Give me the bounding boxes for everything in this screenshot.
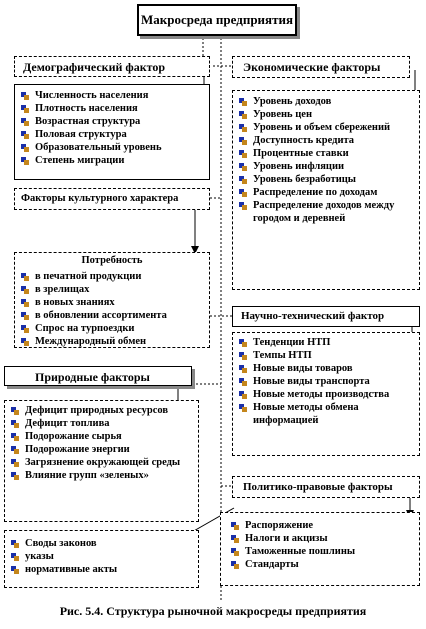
natural-list-box	[4, 400, 199, 522]
list-item: в печатной продукции	[19, 270, 205, 283]
list-item: Численность населения	[19, 89, 162, 102]
list-item: Налоги и акцизы	[229, 532, 355, 545]
list-item: Новые виды транспорта	[237, 375, 407, 388]
bullet-icon	[11, 407, 19, 415]
bullet-icon	[11, 472, 19, 480]
bullet-icon	[239, 176, 247, 184]
bullet-icon	[239, 202, 247, 210]
bullet-icon	[21, 144, 29, 152]
list-item: Подорожание энергии	[9, 443, 195, 456]
bullet-icon	[239, 111, 247, 119]
list-item: Стандарты	[229, 558, 355, 571]
figure-caption: Рис. 5.4. Структура рыночной макросреды предприятия	[59, 604, 367, 618]
bullet-icon	[21, 105, 29, 113]
bullet-icon	[21, 338, 29, 346]
list-item: указы	[9, 550, 117, 563]
list-item: Степень миграции	[19, 154, 162, 167]
economic-list-box	[232, 90, 420, 290]
list-item: Новые виды товаров	[237, 362, 407, 375]
cultural-title: Факторы культурного характера	[21, 193, 179, 204]
bullet-icon	[21, 325, 29, 333]
bullet-icon	[21, 312, 29, 320]
list-item: Уровень доходов	[237, 95, 417, 108]
list-item: Образовательный уровень	[19, 141, 162, 154]
list-item: в зрелищах	[19, 283, 205, 296]
economic-title-box	[232, 56, 410, 78]
bullet-icon	[21, 118, 29, 126]
list-item: Спрос на турпоездки	[19, 322, 205, 335]
political-title-box	[232, 476, 420, 498]
main-title-box	[137, 4, 297, 36]
list-item: Доступность кредита	[237, 134, 417, 147]
list-item: Новые методы производства	[237, 388, 407, 401]
demographic-title: Демографический фактор	[23, 60, 166, 74]
list-item: Загрязнение окружающей среды	[9, 456, 195, 469]
bullet-icon	[11, 540, 19, 548]
list-item: в обновлении ассортимента	[19, 309, 205, 322]
list-item: Плотность населения	[19, 102, 162, 115]
list-item: Тенденции НТП	[237, 336, 407, 349]
bullet-icon	[11, 459, 19, 467]
bullet-icon	[239, 150, 247, 158]
bullet-icon	[231, 548, 239, 556]
list-item: Процентные ставки	[237, 147, 417, 160]
cultural-title-box	[14, 188, 210, 210]
bullet-icon	[231, 561, 239, 569]
list-item: Влияние групп «зеленых»	[9, 469, 195, 482]
bullet-icon	[231, 535, 239, 543]
list-item: нормативные акты	[9, 563, 117, 576]
bullet-icon	[239, 137, 247, 145]
bullet-icon	[21, 92, 29, 100]
list-item: Подорожание сырья	[9, 430, 195, 443]
bullet-icon	[239, 189, 247, 197]
economic-title: Экономические факторы	[243, 60, 381, 74]
natural-title: Природные факторы	[35, 370, 150, 384]
list-item: Темпы НТП	[237, 349, 407, 362]
list-item: Распределение доходов между городом и деревней	[237, 199, 417, 225]
bullet-icon	[239, 339, 247, 347]
bullet-icon	[239, 378, 247, 386]
bullet-icon	[21, 273, 29, 281]
list-item: Международный обмен	[19, 335, 205, 348]
bullet-icon	[239, 365, 247, 373]
list-item: Распоряжение	[229, 519, 355, 532]
bullet-icon	[239, 391, 247, 399]
list-item: Новые методы обмена информацией	[237, 401, 407, 427]
list-item: Уровень и объем сбережений	[237, 121, 417, 134]
legal-docs-box	[4, 530, 199, 588]
natural-title-box	[4, 366, 192, 386]
bullet-icon	[21, 157, 29, 165]
list-item: Дефицит топлива	[9, 417, 195, 430]
cultural-list-box	[14, 252, 210, 348]
political-title: Политико-правовые факторы	[243, 481, 393, 493]
scientific-list-box	[232, 332, 420, 456]
bullet-icon	[231, 522, 239, 530]
main-title: Макросреда предприятия	[141, 12, 293, 27]
bullet-icon	[11, 566, 19, 574]
bullet-icon	[239, 163, 247, 171]
list-item: Таможенные пошлины	[229, 545, 355, 558]
political-list-box	[220, 512, 420, 586]
list-item: Уровень инфляции	[237, 160, 417, 173]
list-item: Своды законов	[9, 537, 117, 550]
list-item: Дефицит природных ресурсов	[9, 404, 195, 417]
bullet-icon	[21, 131, 29, 139]
demographic-title-box	[14, 56, 210, 77]
list-item: Возрастная структура	[19, 115, 162, 128]
bullet-icon	[239, 98, 247, 106]
list-item: Распределение по доходам	[237, 186, 417, 199]
list-item: в новых знаниях	[19, 296, 205, 309]
cultural-heading: Потребность	[81, 255, 143, 266]
demographic-list-box	[14, 84, 210, 180]
scientific-title-box	[232, 306, 420, 327]
list-item: Уровень цен	[237, 108, 417, 121]
scientific-title: Научно-технический фактор	[241, 310, 385, 322]
bullet-icon	[21, 286, 29, 294]
list-item: Половая структура	[19, 128, 162, 141]
bullet-icon	[11, 553, 19, 561]
bullet-icon	[11, 446, 19, 454]
bullet-icon	[11, 420, 19, 428]
bullet-icon	[239, 352, 247, 360]
bullet-icon	[21, 299, 29, 307]
bullet-icon	[239, 124, 247, 132]
bullet-icon	[11, 433, 19, 441]
list-item: Уровень безработицы	[237, 173, 417, 186]
bullet-icon	[239, 404, 247, 412]
